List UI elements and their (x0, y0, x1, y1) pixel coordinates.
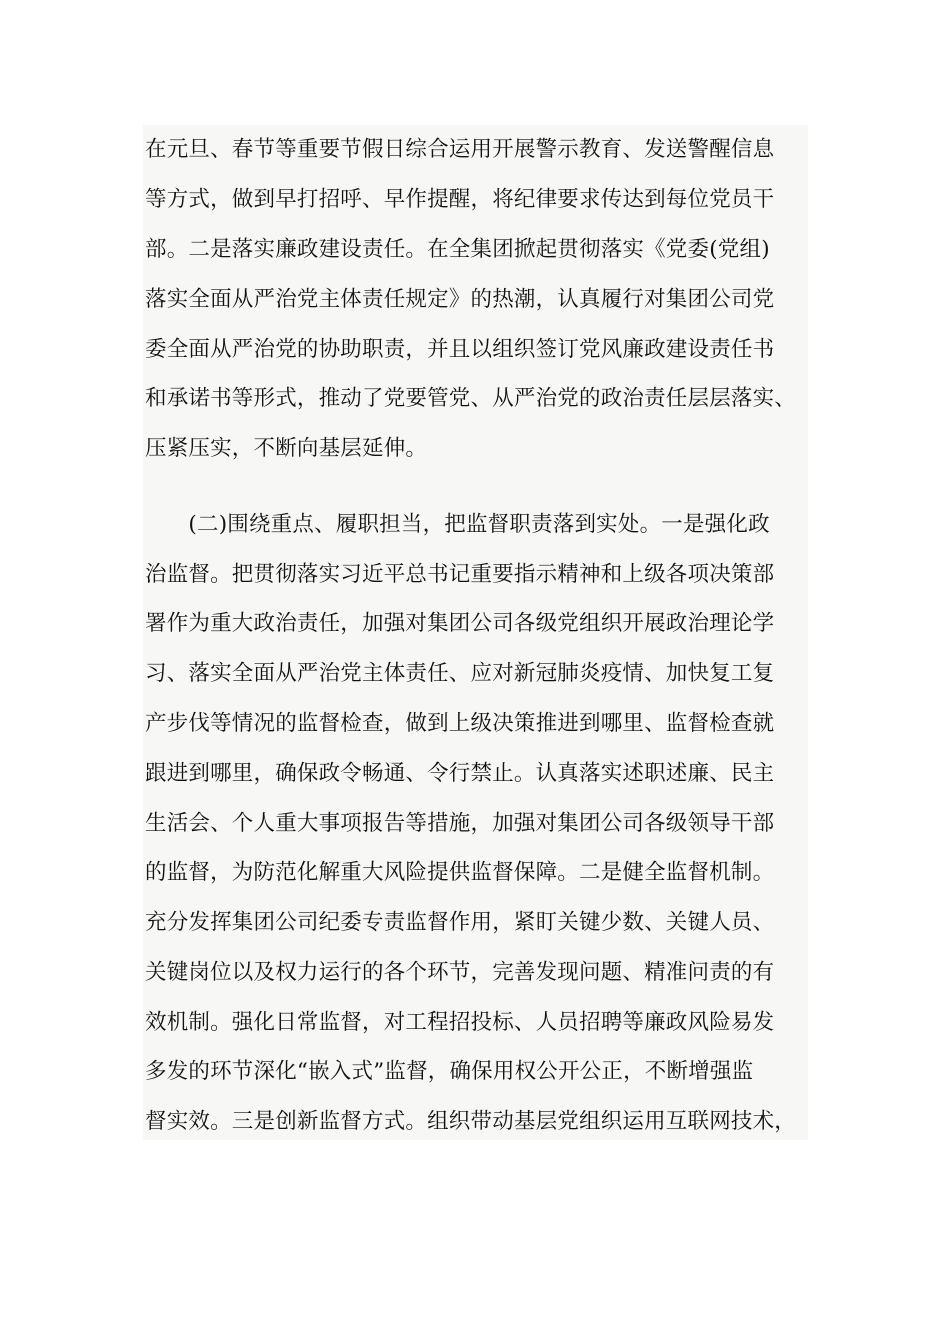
paragraph-2 (143, 475, 808, 1140)
paragraph-2-line: 跟进到哪里，确保政令畅通、令行禁止。认真落实述职述廉、民主 (145, 761, 775, 786)
paragraph-1-line: 部。二是落实廉政建设责任。在全集团掀起贯彻落实《党委(党组) (145, 237, 770, 262)
paragraph-2-line: 多发的环节深化“嵌入式”监督，确保用权公开公正，不断增强监 (145, 1059, 754, 1084)
paragraph-2-line: 关键岗位以及权力运行的各个环节，完善发现问题、精准问责的有 (145, 960, 775, 985)
paragraph-2-line: 充分发挥集团公司纪委专责监督作用，紧盯关键少数、关键人员、 (145, 910, 775, 935)
paragraph-2-line: 督实效。三是创新监督方式。组织带动基层党组织运用互联网技术， (145, 1109, 797, 1134)
paragraph-2-line: 习、落实全面从严治党主体责任、应对新冠肺炎疫情、加快复工复 (145, 661, 775, 686)
paragraph-2-line: 效机制。强化日常监督，对工程招投标、人员招聘等廉政风险易发 (145, 1010, 775, 1035)
paragraph-1 (143, 125, 808, 475)
paragraph-2-line: 产步伐等情况的监督检查，做到上级决策推进到哪里、监督检查就 (145, 711, 775, 736)
paragraph-2-line: 生活会、个人重大事项报告等措施，加强对集团公司各级领导干部 (145, 811, 775, 836)
paragraph-1-line: 压紧压实，不断向基层延伸。 (145, 436, 428, 461)
paragraph-1-line: 在元旦、春节等重要节假日综合运用开展警示教育、发送警醒信息 (145, 137, 775, 162)
paragraph-2-line: 治监督。把贯彻落实习近平总书记重要指示精神和上级各项决策部 (145, 562, 775, 587)
paragraph-1-line: 落实全面从严治党主体责任规定》的热潮，认真履行对集团公司党 (145, 287, 775, 312)
paragraph-2-line: 署作为重大政治责任，加强对集团公司各级党组织开展政治理论学 (145, 611, 775, 636)
paragraph-1-line: 委全面从严治党的协助职责，并且以组织签订党风廉政建设责任书 (145, 337, 775, 362)
paragraph-1-line: 等方式，做到早打招呼、早作提醒，将纪律要求传达到每位党员干 (145, 187, 775, 212)
paragraph-1-line: 和承诺书等形式，推动了党要管党、从严治党的政治责任层层落实、 (145, 386, 797, 411)
paragraph-2-line: 的监督，为防范化解重大风险提供监督保障。二是健全监督机制。 (145, 860, 775, 885)
paragraph-2-line: (二)围绕重点、履职担当，把监督职责落到实处。一是强化政 (145, 512, 770, 537)
